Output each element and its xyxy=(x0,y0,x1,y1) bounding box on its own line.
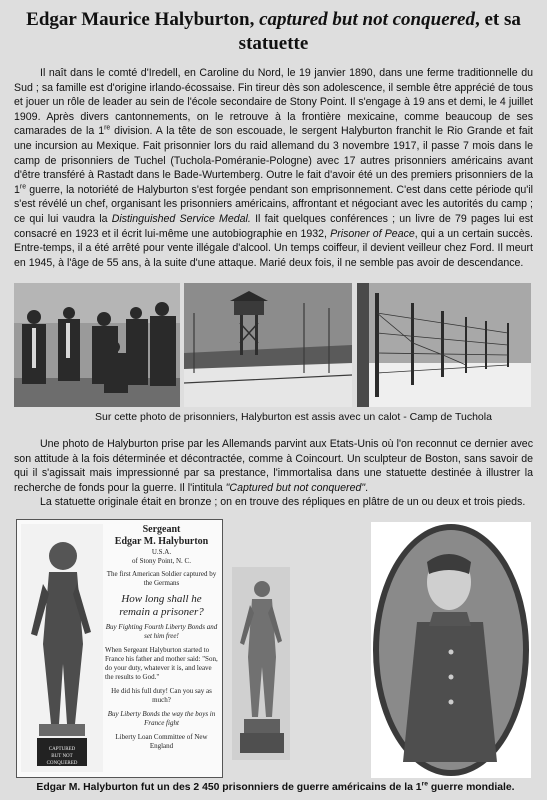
liberty-bond-poster xyxy=(16,519,223,778)
title-italic: captured but not conquered xyxy=(259,9,475,30)
svg-text:BUT NOT: BUT NOT xyxy=(51,754,73,759)
biography-paragraph: Il naît dans le comté d'Iredell, en Caroline du Nord, le 19 janvier 1890, dans une ferme traditionnelle du Sud ; sa famille est d'origine irlando-écossaise. Fin tireur dès son adolescence, il semble être apprécié de tous et jouer un rôle de leader au sein de l'école secondaire de Stony Point. Il s'engage à 19 ans et demi, le 4 juillet 1909. Après divers cantonnements, on le retrouve à la frontière mexicaine, comme beaucoup de ses camarades de la 1re division. A la tête de son escouade, le sergent Halyburton franchit le Rio Grande et fait une incursion au Mexique. Fait prisonnier lors du raid allemand du 3 novembre 1917, il passe 7 mois dans le camp de prisonniers de Tuchel (Tuchola-Poméranie-Pologne) avec 17 autres prisonniers américains avant d'être transféré à Rastadt dans le Bade-Wurtemberg. Outre le fait d'avoir été un des premiers prisonniers de la 1re guerre, la notoriété de Halyburton s'est forgée pendant son emprisonnement. C'est dans cette période qu'il s'est révélé un chef, organisant les prisonniers américains, affrontant et négociant avec les autorités du camp ; ce qui lui vaudra la Distinguished Service Medal. Il fait quelques conférences ; un livre de 79 pages lui est consacré en 1923 et il écrit lui-même une autobiographie en 1932, Prisoner of Peace, qui a un certain succès. Entre-temps, il a été arrêté pour vente illégale d'alcool. Un temps coiffeur, il devient veilleur chez Ford. Il meurt en 1945, à l'âge de 55 ans, à la suite d'une attaque. Marié deux fois, il ne semble pas avoir de descendance. xyxy=(14,67,533,269)
prisoners-group-photo xyxy=(14,283,180,407)
page-title: Edgar Maurice Halyburton, captured but not conquered, et sa statuette xyxy=(26,9,521,54)
poster-text: Sergeant Edgar M. Halyburton U.S.A. of Stony Point, N. C. The first American Soldier captured by the Germans How long shall he remain a prisoner? Buy Fighting Fourth Liberty Bonds and set him free! When Sergeant Halyburton started to France his father and mother said: "Son, do your duty, whatever it is, and leave the results to God." He did his full duty! Can you say as much? Buy Liberty Bonds the way the boys in France fight Liberty Loan Committee of New England xyxy=(105,524,218,750)
svg-text:CONQUERED: CONQUERED xyxy=(46,761,78,766)
halyburton-portrait-photo xyxy=(371,522,531,778)
final-caption: Edgar M. Halyburton fut un des 2 450 prisonniers de guerre américains de la 1re guerre mondiale. xyxy=(36,780,515,793)
poster-soldier-illustration xyxy=(21,524,103,772)
photos-caption: Sur cette photo de prisonniers, Halyburton est assis avec un calot - Camp de Tuchola xyxy=(95,411,492,423)
poster-plaque-text: CAPTURED xyxy=(48,747,76,752)
camp-watchtower-photo xyxy=(184,283,352,407)
barbed-wire-fence-photo xyxy=(357,283,531,407)
statuette-photo xyxy=(232,567,290,760)
statuette-paragraph: Une photo de Halyburton prise par les Allemands parvint aux Etats-Unis où l'on reconnut ce dernier avec son attitude à la fois déterminée et décontractée, comme à Coincourt. Un sculpteur de Boston, sans savoir de qui il s'agissait mais impressionné par sa prestance, l'immortalisa dans une statuette destinée à illustrer la recherche de fonds pour la guerre. Il l'intitula "Captured but not conquered". La statuette originale était en bronze ; on en trouve des répliques en plâtre de un ou deux et trois pieds. xyxy=(14,438,533,509)
